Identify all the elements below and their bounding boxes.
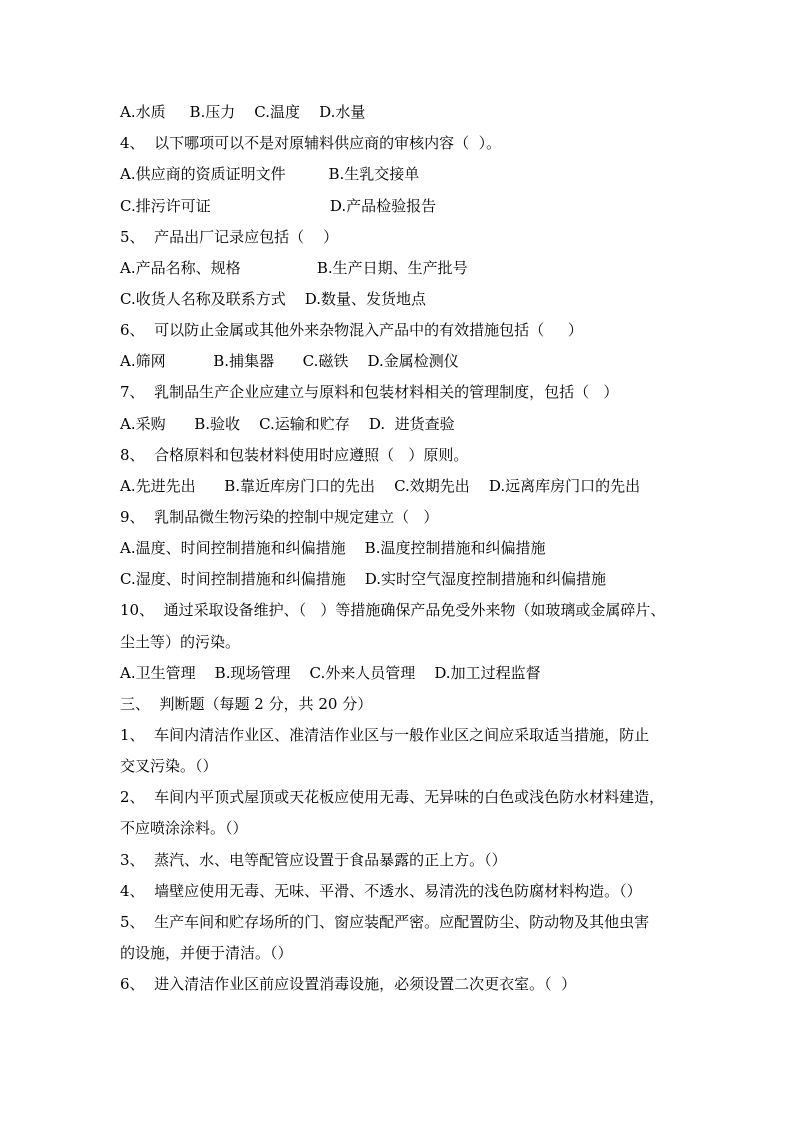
question-5: 5、 产品出厂记录应包括（ ） (120, 228, 339, 246)
question-7: 7、 乳制品生产企业应建立与原料和包装材料相关的管理制度，包括（ ） (120, 383, 619, 401)
question-10: 10、 通过采取设备维护、（ ）等措施确保产品免受外来物（如玻璃或金属碎片、 (120, 601, 666, 619)
answer-options-q6: A.筛网 B.捕集器 C.磁铁 D.金属检测仪 (120, 352, 459, 370)
judgment-item-1: 1、 车间内清洁作业区、准清洁作业区与一般作业区之间应采取适当措施，防止 (120, 726, 650, 744)
section-heading-judgment: 三、 判断题（每题 2 分，共 20 分） (120, 695, 373, 713)
question-9: 9、 乳制品微生物污染的控制中规定建立（ ） (120, 508, 439, 526)
answer-options-q9-cd: C.湿度、时间控制措施和纠偏措施 D.实时空气湿度控制措施和纠偏措施 (120, 570, 607, 588)
question-6: 6、 可以防止金属或其他外来杂物混入产品中的有效措施包括（ ） (120, 321, 583, 339)
question-8: 8、 合格原料和包装材料使用时应遵照（ ）原则。 (120, 446, 469, 464)
answer-options-q9-ab: A.温度、时间控制措施和纠偏措施 B.温度控制措施和纠偏措施 (120, 539, 546, 557)
answer-options-q3: A.水质 B.压力 C.温度 D.水量 (120, 103, 366, 121)
answer-options-q10: A.卫生管理 B.现场管理 C.外来人员管理 D.加工过程监督 (120, 664, 541, 682)
judgment-item-2: 2、 车间内平顶式屋顶或天花板应使用无毒、无异味的白色或浅色防水材料建造， (120, 788, 665, 806)
judgment-item-3: 3、 蒸汽、水、电等配管应设置于食品暴露的正上方。（） (120, 851, 507, 869)
judgment-item-1-continued: 交叉污染。（） (120, 757, 218, 775)
judgment-item-6: 6、 进入清洁作业区前应设置消毒设施，必须设置二次更衣室。（ ） (120, 975, 577, 993)
judgment-item-5-continued: 的设施，并便于清洁。（） (120, 944, 293, 962)
answer-options-q4-cd: C.排污许可证 D.产品检验报告 (120, 197, 437, 215)
answer-options-q4-ab: A.供应商的资质证明文件 B.生乳交接单 (120, 165, 420, 183)
judgment-item-4: 4、 墙壁应使用无毒、无味、平滑、不透水、易清洗的浅色防腐材料构造。（） (120, 882, 642, 900)
answer-options-q5-ab: A.产品名称、规格 B.生产日期、生产批号 (120, 259, 468, 277)
question-10-continued: 尘土等）的污染。 (120, 633, 241, 651)
answer-options-q8: A.先进先出 B.靠近库房门口的先出 C.效期先出 D.远离库房门口的先出 (120, 477, 641, 495)
judgment-item-2-continued: 不应喷涂涂料。（） (120, 819, 248, 837)
answer-options-q5-cd: C.收货人名称及联系方式 D.数量、发货地点 (120, 290, 427, 308)
answer-options-q7: A.采购 B.验收 C.运输和贮存 D. 进货查验 (120, 415, 455, 433)
question-4: 4、 以下哪项可以不是对原辅料供应商的审核内容（ ）。 (120, 134, 502, 152)
judgment-item-5: 5、 生产车间和贮存场所的门、窗应装配严密。应配置防尘、防动物及其他虫害 (120, 913, 650, 931)
